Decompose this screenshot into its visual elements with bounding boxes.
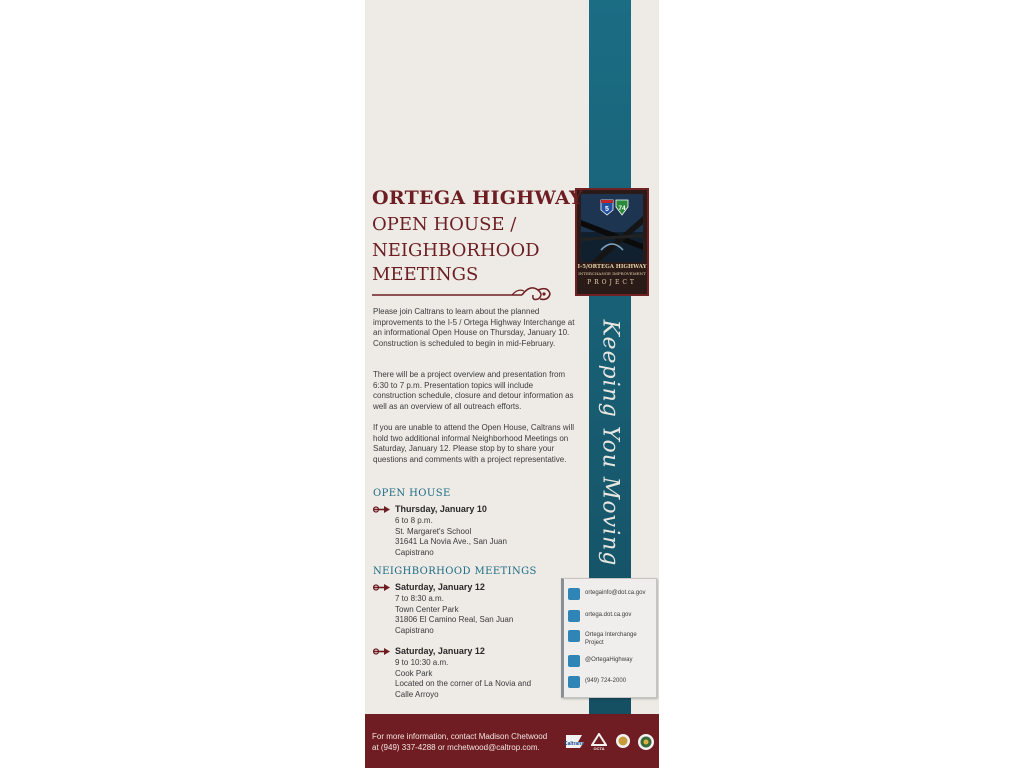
- twitter-icon: [568, 655, 580, 667]
- event-time: 9 to 10:30 a.m.: [395, 658, 449, 667]
- shield-interstate-number: 5: [605, 206, 609, 213]
- flourish-divider: [372, 282, 552, 304]
- contact-email-text: ortegainfo@dot.ca.gov: [585, 590, 646, 596]
- contact-facebook-text: Ortega Interchange Project: [585, 632, 637, 646]
- presentation-paragraph: There will be a project overview and presentation from 6:30 to 7 p.m. Presentation topics will include construction schedule, closure and detour information as well as an overview of all outreach efforts.: [373, 370, 574, 412]
- project-logo: [575, 188, 649, 296]
- city-seal-icon: [615, 733, 631, 749]
- contact-website-text: ortega.dot.ca.gov: [585, 612, 632, 618]
- title-line-1: ORTEGA HIGHWAY: [372, 187, 583, 209]
- footer: [365, 714, 659, 768]
- logo-caption-2: INTERCHANGE IMPROVEMENT: [578, 271, 646, 276]
- event-address: 31641 La Novia Ave., San Juan Capistrano: [395, 537, 507, 557]
- shield-state-number: 74: [618, 205, 626, 212]
- octa-logo-icon: [591, 733, 607, 751]
- event-address: Located on the corner of La Novia and Calle Arroyo: [395, 679, 532, 699]
- event-place: Town Center Park: [395, 604, 459, 614]
- event-date: Saturday, January 12: [395, 646, 485, 656]
- county-seal-icon: [637, 733, 655, 751]
- footer-contact-text: [372, 731, 562, 753]
- event-time: 7 to 8:30 a.m.: [395, 594, 444, 603]
- tagline-text: Keeping You Moving: [597, 319, 623, 566]
- contact-box: [561, 578, 657, 698]
- phone-icon: [568, 676, 580, 688]
- footer-line-1: For more information, contact Madison Chetwood: [372, 732, 548, 741]
- title-line-2: OPEN HOUSE /: [372, 214, 517, 235]
- footer-line-2: at (949) 337-4288 or mchetwood@caltrop.com.: [372, 743, 540, 752]
- interchange-scene-image: [581, 194, 643, 262]
- logo-caption-1: I-5/ORTEGA HIGHWAY: [577, 264, 647, 270]
- event-place: Cook Park: [395, 668, 433, 678]
- intro-paragraph: Please join Caltrans to learn about the planned improvements to the I-5 / Ortega Highway Interchange at an informational Open House on Thursday, January 10. Construction is scheduled to begin in mid-February.: [373, 307, 575, 349]
- flyer: [365, 0, 659, 768]
- arrow-ornament-icon: [373, 647, 391, 656]
- arrow-ornament-icon: [373, 505, 391, 514]
- contact-twitter-text: @OrtegaHighway: [585, 657, 633, 663]
- neighborhood-meetings-heading: NEIGHBORHOOD MEETINGS: [373, 566, 537, 577]
- logo-caption-3: PROJECT: [587, 279, 637, 286]
- title-line-3: NEIGHBORHOOD: [372, 240, 540, 261]
- octa-logo-text: OCTA: [593, 746, 605, 751]
- globe-icon: [568, 610, 580, 622]
- event-date: Thursday, January 10: [395, 504, 487, 514]
- facebook-icon: [568, 630, 580, 642]
- event-date: Saturday, January 12: [395, 582, 485, 592]
- event-address: 31806 El Camino Real, San Juan Capistrano: [395, 615, 514, 635]
- neighborhood-paragraph: If you are unable to attend the Open House, Caltrans will hold two additional informal Neighborhood Meetings on Saturday, January 12. Please stop by to share your questions and comments with a project representative.: [373, 423, 575, 465]
- email-icon: [568, 588, 580, 600]
- caltrans-logo-text: Caltrans: [564, 741, 585, 747]
- tagline: [589, 320, 631, 565]
- contact-phone-text: (949) 724-2000: [585, 678, 627, 684]
- arrow-ornament-icon: [373, 583, 391, 592]
- caltrans-logo-icon: [564, 733, 586, 749]
- open-house-heading: OPEN HOUSE: [373, 488, 451, 499]
- title-line-4: MEETINGS: [372, 264, 479, 285]
- event-place: St. Margaret's School: [395, 526, 472, 536]
- event-time: 6 to 8 p.m.: [395, 516, 433, 525]
